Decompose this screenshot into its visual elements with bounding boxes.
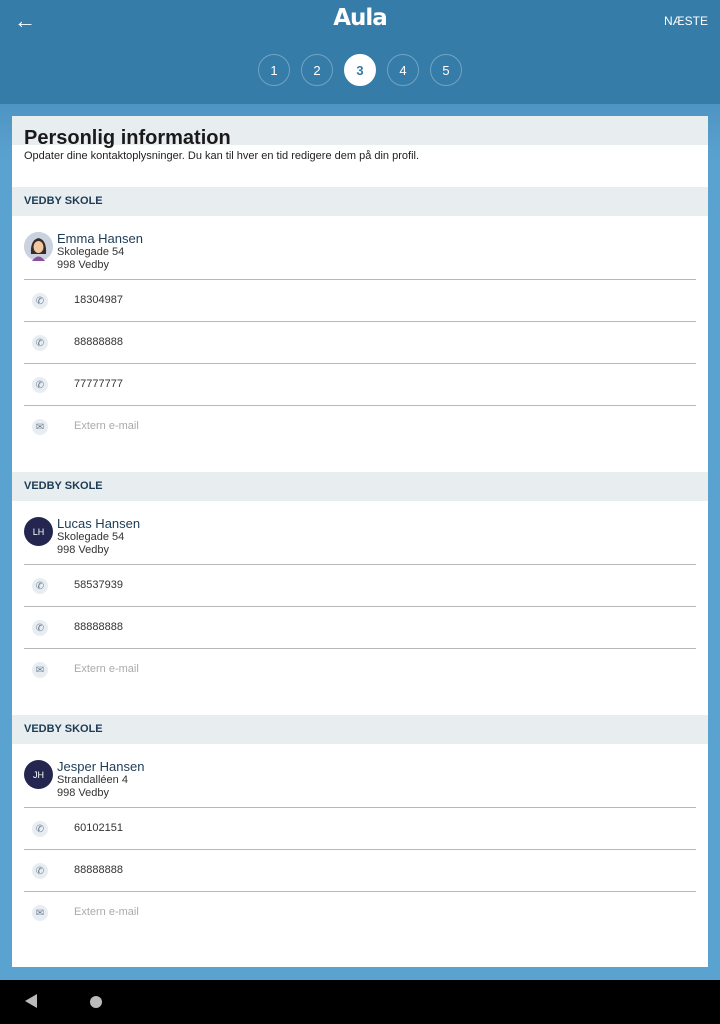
contact-sections (12, 187, 708, 958)
person-info (24, 744, 696, 808)
person-name: Lucas Hansen (57, 516, 141, 531)
email-input[interactable]: Extern e-mail (74, 663, 139, 675)
phone-input[interactable]: 88888888 (74, 336, 123, 348)
page-title: Personlig information (24, 127, 231, 149)
mail-icon: ✉ (32, 905, 48, 921)
phone-icon: ✆ (32, 578, 48, 594)
phone-row (24, 280, 696, 322)
section-header: VEDBY SKOLE (12, 472, 708, 501)
email-row (24, 649, 696, 691)
next-button[interactable]: NÆSTE (663, 14, 708, 28)
phone-icon: ✆ (32, 620, 48, 636)
person-address (57, 774, 128, 800)
email-input[interactable]: Extern e-mail (74, 906, 139, 918)
phone-row (24, 322, 696, 364)
mail-icon: ✉ (32, 419, 48, 435)
step-5[interactable]: 5 (430, 54, 462, 86)
step-4[interactable]: 4 (387, 54, 419, 86)
step-3[interactable]: 3 (344, 54, 376, 86)
person-name: Jesper Hansen (57, 759, 145, 774)
back-arrow-icon[interactable]: ← (14, 8, 36, 33)
city: 998 Vedby (57, 787, 109, 799)
person-info (24, 216, 696, 280)
content-card (12, 116, 708, 967)
avatar: LH (24, 517, 53, 546)
phone-row (24, 850, 696, 892)
email-row (24, 892, 696, 934)
phone-row (24, 364, 696, 406)
phone-row (24, 565, 696, 607)
section-header: VEDBY SKOLE (12, 187, 708, 216)
city: 998 Vedby (57, 259, 109, 271)
android-nav-bar (0, 980, 720, 1024)
person-name: Emma Hansen (57, 231, 143, 246)
phone-icon: ✆ (32, 863, 48, 879)
phone-icon: ✆ (32, 377, 48, 393)
street: Skolegade 54 (57, 246, 125, 258)
nav-home-icon[interactable] (90, 996, 102, 1008)
phone-input[interactable]: 88888888 (74, 621, 123, 633)
person-address (57, 531, 124, 557)
phone-input[interactable]: 77777777 (74, 378, 123, 390)
step-indicator (0, 54, 720, 86)
phone-icon: ✆ (32, 335, 48, 351)
nav-back-icon[interactable] (25, 994, 37, 1008)
city: 998 Vedby (57, 544, 109, 556)
person-info (24, 501, 696, 565)
mail-icon: ✉ (32, 662, 48, 678)
email-input[interactable]: Extern e-mail (74, 420, 139, 432)
phone-row (24, 808, 696, 850)
person-address (57, 246, 124, 272)
phone-input[interactable]: 58537939 (74, 579, 123, 591)
phone-input[interactable]: 88888888 (74, 864, 123, 876)
street: Strandalléen 4 (57, 774, 128, 786)
street: Skolegade 54 (57, 531, 125, 543)
step-1[interactable]: 1 (258, 54, 290, 86)
phone-icon: ✆ (32, 821, 48, 837)
phone-input[interactable]: 18304987 (74, 294, 123, 306)
avatar: JH (24, 760, 53, 789)
section-header: VEDBY SKOLE (12, 715, 708, 744)
phone-row (24, 607, 696, 649)
avatar (24, 232, 53, 261)
aula-logo: Aula (333, 5, 387, 31)
app-header (0, 0, 720, 104)
step-2[interactable]: 2 (301, 54, 333, 86)
email-row (24, 406, 696, 448)
phone-icon: ✆ (32, 293, 48, 309)
phone-input[interactable]: 60102151 (74, 822, 123, 834)
page-subtitle: Opdater dine kontaktoplysninger. Du kan til hver en tid redigere dem på din profil. (24, 150, 420, 162)
